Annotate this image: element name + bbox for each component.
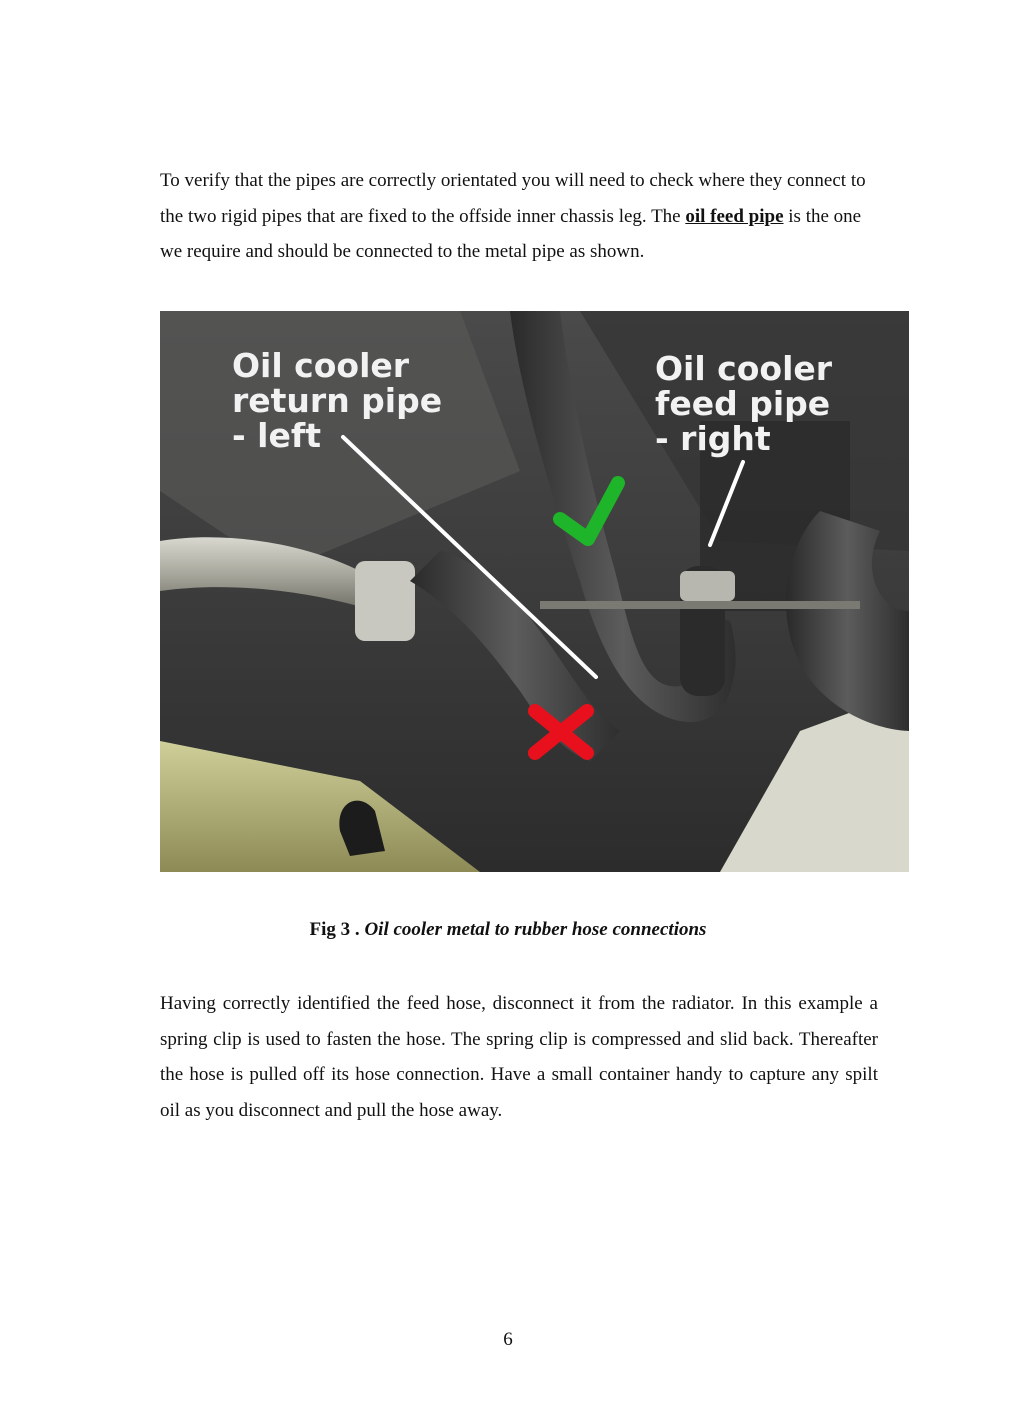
- page-number: 6: [503, 1329, 513, 1350]
- label-right-line1: Oil cooler: [655, 349, 833, 388]
- oil-feed-pipe-emphasis: oil feed pipe: [685, 205, 784, 227]
- label-left-line2: return pipe: [232, 381, 443, 420]
- label-right-line2: feed pipe: [655, 384, 831, 423]
- intro-text-before: To verify that the pipes are correctly orientated you will need to check where they connect to the two rigid pipes that are fixed to the offside inner chassis leg. The: [160, 170, 866, 227]
- intro-paragraph: [160, 163, 878, 270]
- label-right-line3: - right: [655, 419, 771, 458]
- caption-prefix: Fig 3 .: [309, 919, 360, 940]
- caption-text: Oil cooler metal to rubber hose connections: [364, 919, 707, 940]
- intro-text-after: is the one we require and should be connected to the metal pipe as shown.: [160, 205, 862, 262]
- label-left-line3: - left: [232, 416, 322, 455]
- instructions-paragraph: Having correctly identified the feed hose, disconnect it from the radiator. In this example a spring clip is used to fasten the hose. The spring clip is compressed and slid back. Thereafter the hose is pulled off its hose connection. Have a small container handy to capture any spilt oil as you disconnect and pull the hose away.: [160, 993, 878, 1121]
- label-left-line1: Oil cooler: [232, 346, 410, 385]
- oil-cooler-photo: [160, 311, 909, 872]
- photo-illustration: [160, 311, 909, 872]
- figure-caption: [0, 919, 1016, 941]
